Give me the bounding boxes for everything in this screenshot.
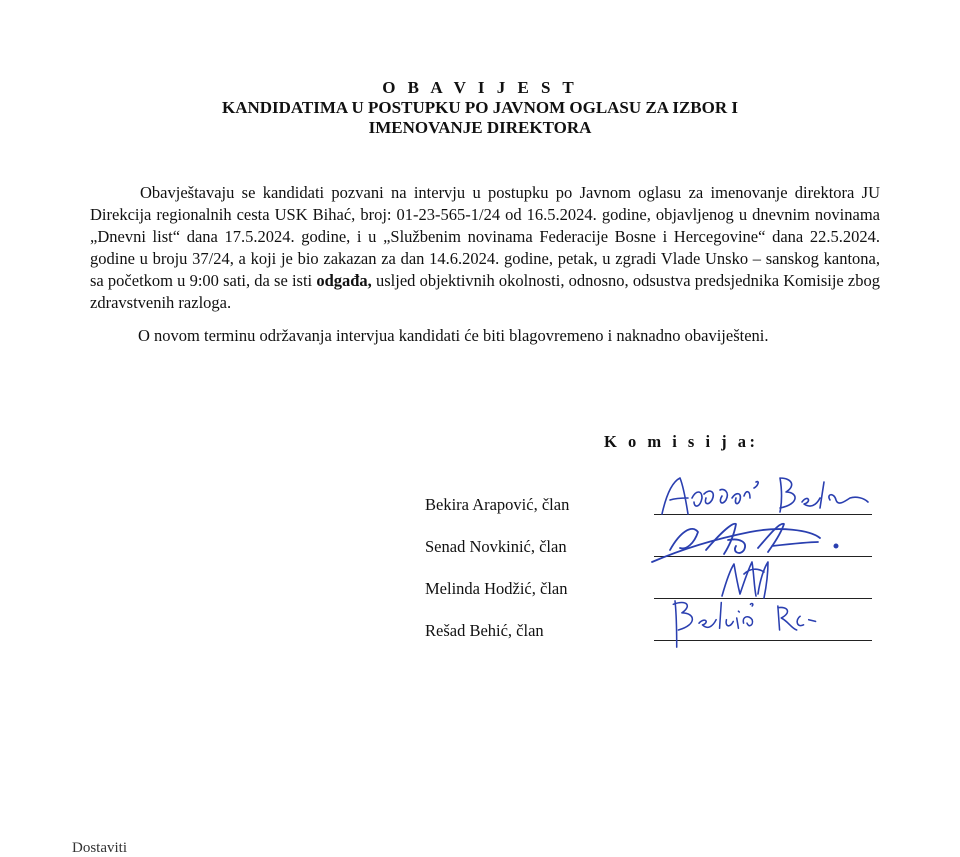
member-name-1: Bekira Arapović, član <box>425 495 570 514</box>
signature-4-handwritten <box>640 594 890 654</box>
member-name-4: Rešad Behić, član <box>425 621 544 640</box>
postponed-emphasis: odgađa, <box>316 271 372 290</box>
paragraph-text-end: usljed objektivnih okolnosti, odnosno, odsustva predsjednika Komisije zbog zdravstvenih razloga. <box>90 271 880 312</box>
commission-heading: K o m i s i j a: <box>604 432 759 451</box>
member-name-2: Senad Novkinić, član <box>425 537 567 556</box>
notice-subtitle-line2: IMENOVANJE DIREKTORA <box>368 118 592 137</box>
notice-title: O B A V I J E S T <box>382 78 578 97</box>
member-name-3: Melinda Hodžić, član <box>425 579 568 598</box>
footer-cut-text: Dostaviti <box>72 840 127 856</box>
paragraph-text-start: Obavještavaju se kandidati pozvani na intervju u postupku po Javnom oglasu za imenovanje direktora JU Direkcija regionalnih cesta USK Bihać, broj: 01-23-565-1/24 od 16.5.2024. godine, objavljenog u dnevnim novinama „Dnevni list“ dana 17.5.2024. godine, i u „Službenim novinama Federacije Bosne i Hercegovine“ dana 22.5.2024. godine u broju 37/24, a koji je bio zakazan za dan 14.6.2024. godine, petak, u zgradi Vlade Unsko – sanskog kantona, sa početkom u 9:00 sati, da se isti <box>90 183 880 290</box>
notice-body-paragraph <box>90 182 880 314</box>
follow-up-paragraph: O novom terminu održavanja intervjua kandidati će biti blagovremeno i naknadno obaviješteni. <box>138 326 769 345</box>
notice-subtitle-line1: KANDIDATIMA U POSTUPKU PO JAVNOM OGLASU ZA IZBOR I <box>221 98 739 117</box>
